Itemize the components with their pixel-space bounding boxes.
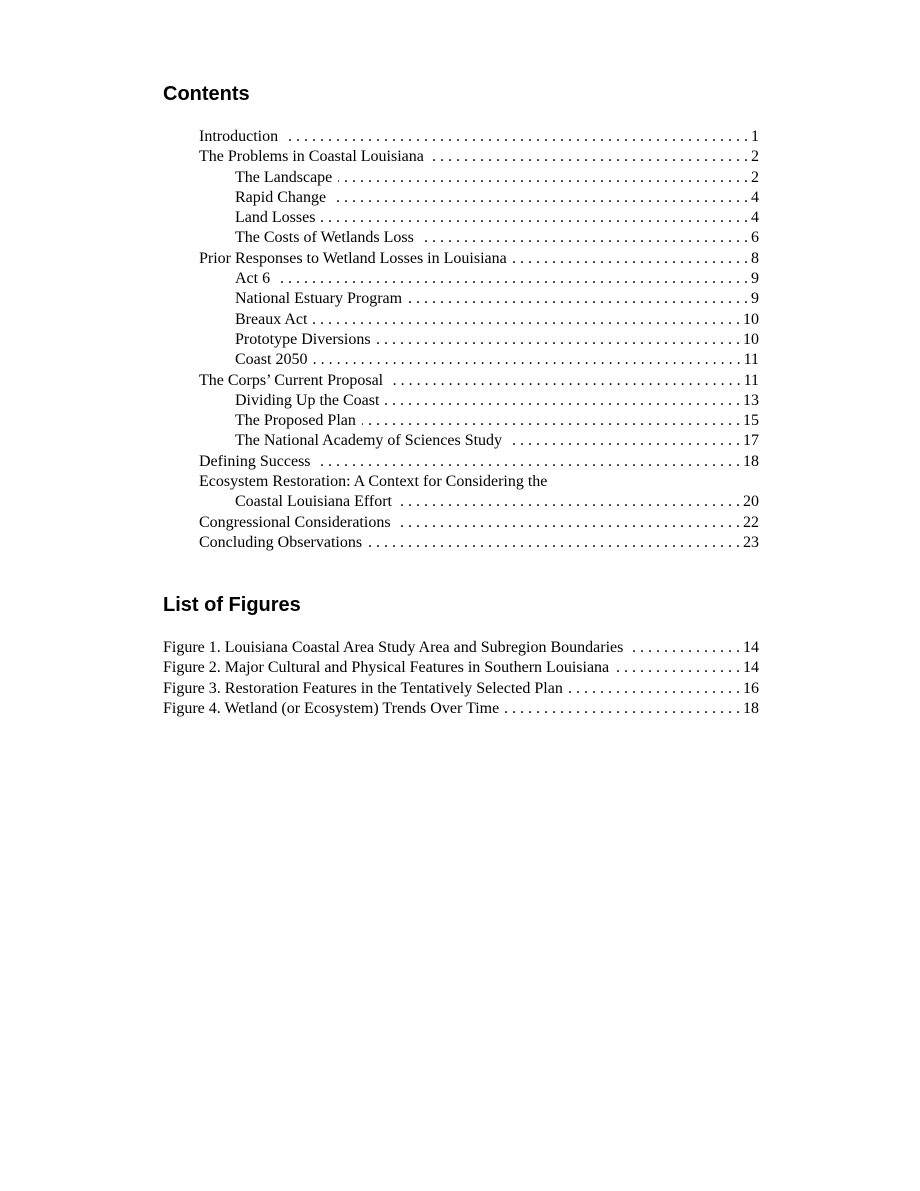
dot-leader xyxy=(569,679,740,699)
dot-leader xyxy=(615,658,740,678)
toc-entry-page-number: 17 xyxy=(743,432,759,450)
toc-entry-page-number: 10 xyxy=(743,330,759,348)
dot-leader xyxy=(276,269,748,289)
toc-entry xyxy=(163,371,759,391)
toc-entry-page-number: 10 xyxy=(743,310,759,328)
dot-leader xyxy=(398,492,740,512)
toc-entry xyxy=(163,391,759,411)
toc-entry-page-number: 9 xyxy=(751,270,759,288)
toc-entry-page-number: 15 xyxy=(743,412,759,430)
toc-entry xyxy=(163,472,759,492)
toc-entry-title: Land Losses xyxy=(235,209,316,227)
dot-leader xyxy=(338,168,748,188)
toc-entry-title: National Estuary Program xyxy=(235,290,403,308)
toc-entry-page-number: 11 xyxy=(743,371,759,389)
toc-entry-title: The Problems in Coastal Louisiana xyxy=(199,148,424,166)
toc-entry xyxy=(163,350,759,370)
figure-entry xyxy=(163,679,759,699)
figure-entry-title: Figure 2. Major Cultural and Physical Features in Southern Louisiana xyxy=(163,659,610,677)
dot-leader xyxy=(313,310,740,330)
figure-entry xyxy=(163,658,759,678)
toc-entry-title: The Landscape xyxy=(235,168,333,186)
dot-leader xyxy=(332,188,748,208)
toc-entry-title: Breaux Act xyxy=(235,310,308,328)
toc-entry-page-number: 18 xyxy=(743,452,759,470)
toc-entry-page-number: 6 xyxy=(751,229,759,247)
dot-leader xyxy=(397,513,740,533)
toc-entry-title: Defining Success xyxy=(199,452,311,470)
toc-entry-title: Prototype Diversions xyxy=(235,330,371,348)
toc-entry-title: The Corps’ Current Proposal xyxy=(199,371,384,389)
toc-entry xyxy=(163,533,759,553)
toc-entry xyxy=(163,249,759,269)
dot-leader xyxy=(313,350,740,370)
dot-leader xyxy=(317,452,740,472)
toc-entry-title: Concluding Observations xyxy=(199,533,363,551)
figure-entry-title: Figure 4. Wetland (or Ecosystem) Trends Over Time xyxy=(163,699,500,717)
toc-entry-page-number: 2 xyxy=(751,168,759,186)
dot-leader xyxy=(362,411,740,431)
dot-leader xyxy=(629,638,740,658)
figure-entry-page-number: 14 xyxy=(743,659,759,677)
dot-leader xyxy=(430,147,748,167)
toc-entry-page-number: 2 xyxy=(751,148,759,166)
dot-leader xyxy=(420,228,748,248)
toc-entry xyxy=(163,492,759,512)
toc-entry-page-number: 8 xyxy=(751,249,759,267)
figure-entry-page-number: 14 xyxy=(743,639,759,656)
toc-entry xyxy=(163,411,759,431)
dot-leader xyxy=(508,431,740,451)
toc-entry xyxy=(163,452,759,472)
dot-leader xyxy=(321,208,748,228)
toc-entry xyxy=(163,168,759,188)
toc-entry-page-number: 13 xyxy=(743,391,759,409)
toc-entry-title: Dividing Up the Coast xyxy=(235,391,380,409)
toc-entry-title: Coastal Louisiana Effort xyxy=(235,493,392,511)
dot-leader xyxy=(284,127,748,147)
toc-entry-title: The Costs of Wetlands Loss xyxy=(235,229,414,247)
figure-entry-page-number: 18 xyxy=(743,699,759,717)
figure-entry xyxy=(163,638,759,658)
dot-leader xyxy=(385,391,740,411)
toc-entry xyxy=(163,127,759,147)
toc-entry xyxy=(163,188,759,208)
toc-entry-title: The National Academy of Sciences Study xyxy=(235,432,503,450)
toc-entry xyxy=(163,330,759,350)
figure-entry xyxy=(163,699,759,719)
dot-leader xyxy=(513,249,748,269)
toc-entry-page-number: 9 xyxy=(751,290,759,308)
toc-entry xyxy=(163,310,759,330)
toc-entry xyxy=(163,513,759,533)
figure-entry-title: Figure 3. Restoration Features in the Tentatively Selected Plan xyxy=(163,679,563,697)
toc-entry-page-number: 22 xyxy=(743,513,759,531)
toc-entry xyxy=(163,431,759,451)
dot-leader xyxy=(368,533,740,553)
toc-entry-page-number: 23 xyxy=(743,533,759,551)
toc-entry-page-number: 4 xyxy=(751,209,759,227)
toc-entry-title: Prior Responses to Wetland Losses in Louisiana xyxy=(199,249,507,267)
toc-entry-title: Introduction xyxy=(199,128,279,145)
toc-entry xyxy=(163,228,759,248)
contents-list xyxy=(163,127,759,553)
toc-entry-page-number: 20 xyxy=(743,493,759,511)
toc-entry-page-number: 4 xyxy=(751,188,759,206)
dot-leader xyxy=(389,371,740,391)
toc-entry xyxy=(163,269,759,289)
toc-entry xyxy=(163,208,759,228)
toc-entry-title: Coast 2050 xyxy=(235,351,308,369)
dot-leader xyxy=(377,330,740,350)
toc-entry xyxy=(163,289,759,309)
toc-entry-title: Rapid Change xyxy=(235,188,327,206)
dot-leader xyxy=(505,699,740,719)
toc-entry-title: Ecosystem Restoration: A Context for Considering the xyxy=(199,473,548,491)
figure-entry-page-number: 16 xyxy=(743,679,759,697)
toc-entry-title: Act 6 xyxy=(235,270,271,288)
toc-entry xyxy=(163,147,759,167)
list-of-figures-list xyxy=(163,638,759,719)
toc-entry-title: The Proposed Plan xyxy=(235,412,356,430)
figure-entry-title: Figure 1. Louisiana Coastal Area Study Area and Subregion Boundaries xyxy=(163,639,624,656)
list-of-figures-heading: List of Figures xyxy=(163,594,301,616)
dot-leader xyxy=(408,289,748,309)
contents-heading: Contents xyxy=(163,83,250,105)
toc-entry-page-number: 11 xyxy=(743,351,759,369)
toc-entry-title: Congressional Considerations xyxy=(199,513,391,531)
toc-entry-page-number: 1 xyxy=(751,128,759,145)
